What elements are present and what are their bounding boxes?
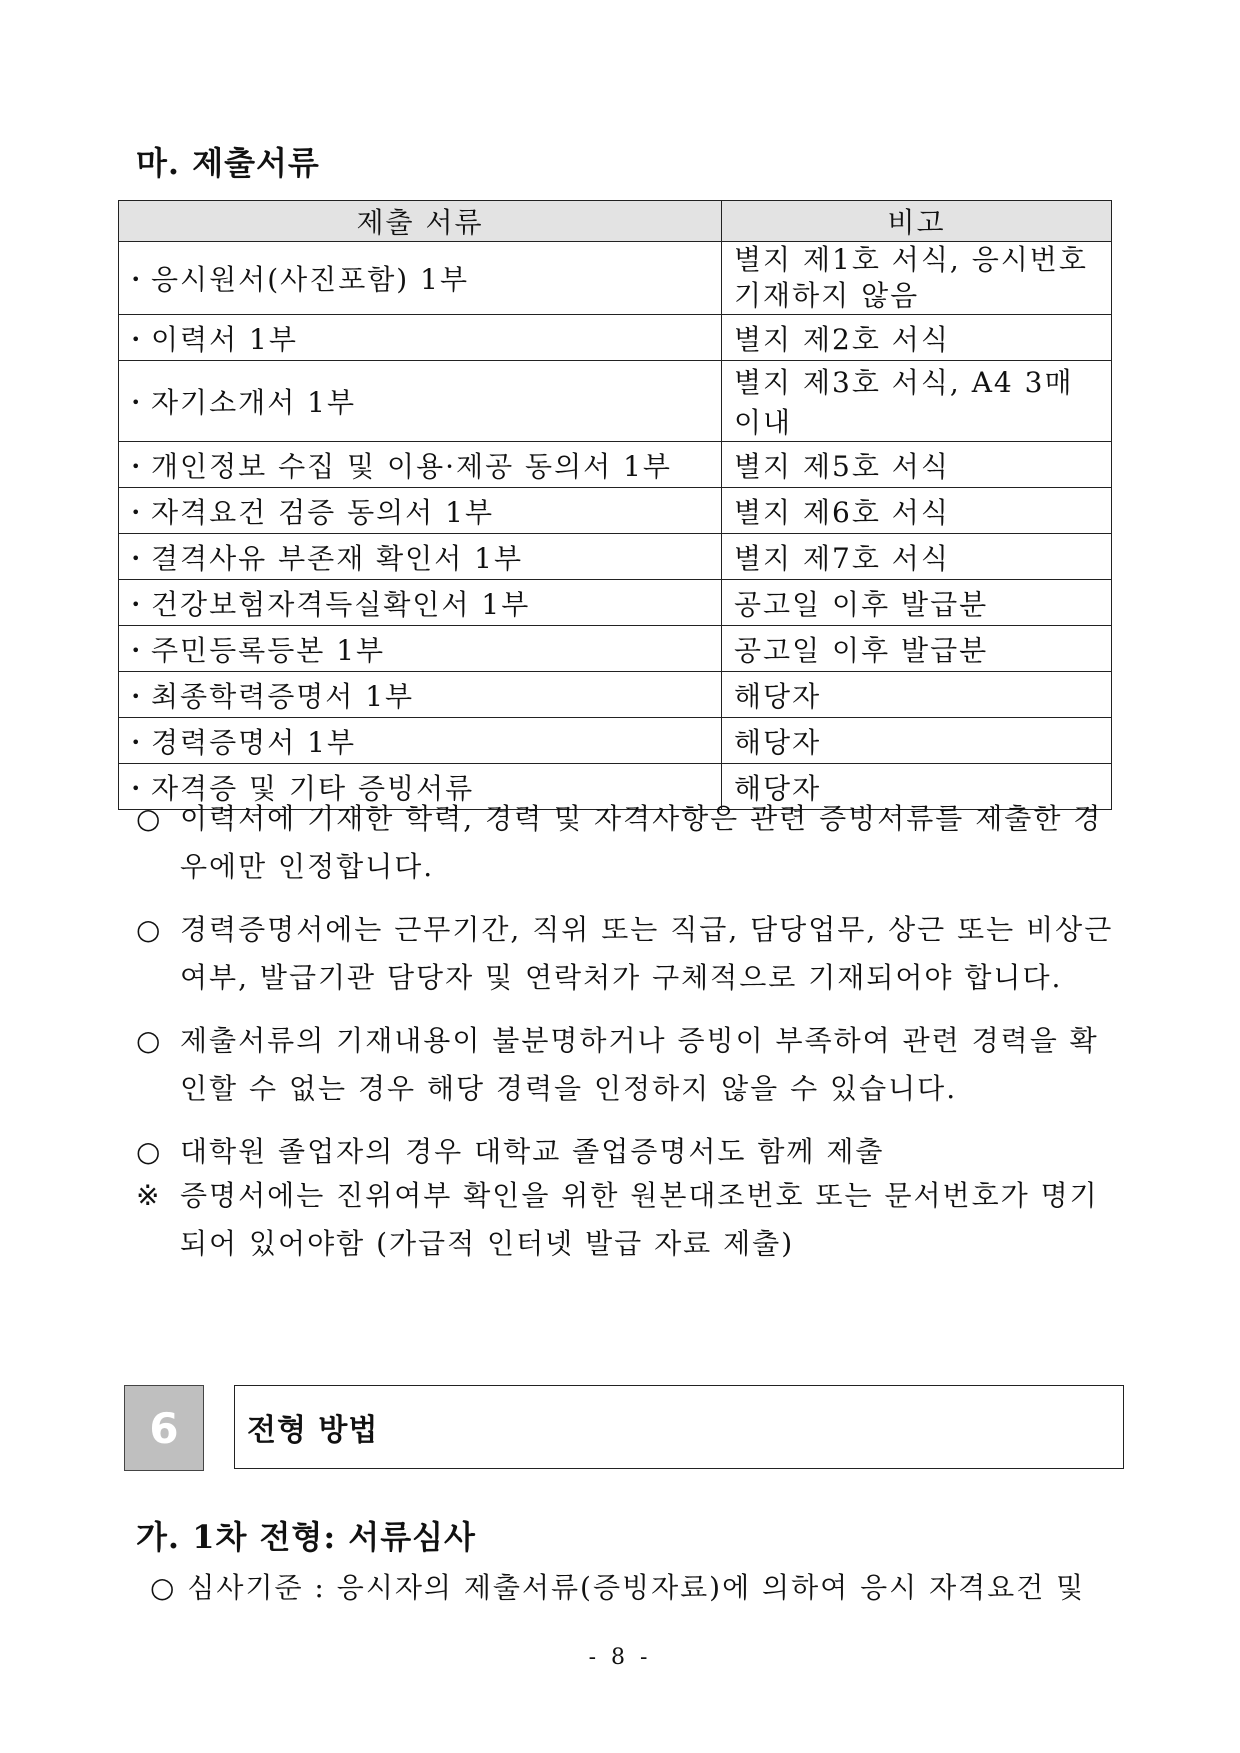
table-row [119, 718, 1112, 764]
bullet-icon: • [131, 778, 143, 798]
subsection-title-document-screening: 가. 1차 전형: 서류심사 [136, 1518, 476, 1556]
remark-cell: 공고일 이후 발급분 [722, 580, 1112, 626]
document-name: 주민등록등본 1부 [151, 633, 386, 667]
note-text: 대학원 졸업자의 경우 대학교 졸업증명서도 함께 제출 [180, 1135, 885, 1168]
circle-marker-icon: ○ [136, 1135, 163, 1168]
remark-cell: 별지 제5호 서식 [722, 442, 1112, 488]
document-cell [119, 534, 722, 580]
remark-cell: 별지 제2호 서식 [722, 315, 1112, 361]
note-paragraph [136, 906, 1126, 1002]
document-cell [119, 718, 722, 764]
remark-text: 별지 제1호 서식, 응시번호 기재하지 않음 [734, 243, 1088, 312]
document-name: 최종학력증명서 1부 [151, 679, 415, 713]
document-cell [119, 672, 722, 718]
remark-cell [722, 242, 1112, 315]
table-row [119, 672, 1112, 718]
table-row [119, 626, 1112, 672]
header-remarks: 비고 [722, 201, 1112, 242]
reference-note-paragraph [136, 1172, 1126, 1268]
bullet-icon: • [131, 686, 143, 706]
document-name: 결격사유 부존재 확인서 1부 [151, 541, 524, 575]
page-number: - 8 - [588, 1645, 652, 1670]
bullet-icon: • [131, 640, 143, 660]
note-text: 증명서에는 진위여부 확인을 위한 원본대조번호 또는 문서번호가 명기되어 있어야함 (가급적 인터넷 발급 자료 제출) [180, 1179, 1099, 1260]
table-row [119, 580, 1112, 626]
remark-cell: 별지 제6호 서식 [722, 488, 1112, 534]
circle-marker-icon: ○ [150, 1571, 177, 1604]
note-text: 이력서에 기재한 학력, 경력 및 자격사항은 관련 증빙서류를 제출한 경우에만 인정합니다. [180, 802, 1103, 883]
table-row [119, 242, 1112, 315]
bullet-icon: • [131, 548, 143, 568]
document-name: 건강보험자격득실확인서 1부 [151, 587, 531, 621]
remark-cell: 해당자 [722, 718, 1112, 764]
document-name: 이력서 1부 [151, 322, 298, 356]
bullet-icon: • [131, 393, 143, 412]
document-name: 경력증명서 1부 [151, 725, 357, 759]
table-header-row [119, 201, 1112, 242]
bullet-icon: • [131, 502, 143, 522]
section-number-badge: 6 [124, 1385, 204, 1471]
note-paragraph [136, 795, 1126, 891]
submission-documents-table [118, 200, 1112, 810]
circle-marker-icon: ○ [136, 913, 163, 946]
bullet-icon: • [131, 456, 143, 476]
remark-cell: 별지 제7호 서식 [722, 534, 1112, 580]
note-paragraph [136, 1017, 1126, 1113]
document-cell [119, 442, 722, 488]
table-row [119, 534, 1112, 580]
criteria-line [150, 1566, 1085, 1606]
circle-marker-icon: ○ [136, 802, 163, 835]
bullet-icon: • [131, 329, 143, 349]
document-cell [119, 242, 722, 315]
bullet-icon: • [131, 732, 143, 752]
section-heading-text: 전형 방법 [247, 1413, 379, 1448]
document-name: 자기소개서 1부 [151, 386, 357, 419]
remark-cell: 공고일 이후 발급분 [722, 626, 1112, 672]
document-cell [119, 315, 722, 361]
remark-cell: 해당자 [722, 764, 1112, 810]
criteria-text: 심사기준 : 응시자의 제출서류(증빙자료)에 의하여 응시 자격요건 및 [187, 1571, 1086, 1604]
table-row [119, 442, 1112, 488]
reference-mark-icon: ※ [136, 1179, 162, 1212]
document-cell [119, 626, 722, 672]
bullet-icon: • [131, 270, 143, 289]
document-name: 자격요건 검증 동의서 1부 [151, 495, 494, 529]
document-cell [119, 580, 722, 626]
note-text: 경력증명서에는 근무기간, 직위 또는 직급, 담당업무, 상근 또는 비상근 여부, 발급기관 담당자 및 연락처가 구체적으로 기재되어야 합니다. [180, 913, 1114, 994]
table-row [119, 488, 1112, 534]
remark-cell: 해당자 [722, 672, 1112, 718]
remark-cell: 별지 제3호 서식, A4 3매 이내 [722, 361, 1112, 442]
table-row [119, 315, 1112, 361]
note-text: 제출서류의 기재내용이 불분명하거나 증빙이 부족하여 관련 경력을 확인할 수 없는 경우 해당 경력을 인정하지 않을 수 있습니다. [180, 1024, 1099, 1105]
document-cell [119, 361, 722, 442]
document-cell [119, 488, 722, 534]
document-name: 응시원서(사진포함) 1부 [151, 263, 469, 296]
document-name: 자격증 및 기타 증빙서류 [151, 771, 475, 805]
header-documents: 제출 서류 [119, 201, 722, 242]
table-row [119, 361, 1112, 442]
circle-marker-icon: ○ [136, 1024, 163, 1057]
note-paragraph [136, 1128, 1126, 1176]
bullet-icon: • [131, 594, 143, 614]
section-heading-selection-method [234, 1385, 1124, 1469]
document-name: 개인정보 수집 및 이용·제공 동의서 1부 [151, 449, 672, 483]
section-title-submission-documents: 마. 제출서류 [136, 144, 320, 182]
